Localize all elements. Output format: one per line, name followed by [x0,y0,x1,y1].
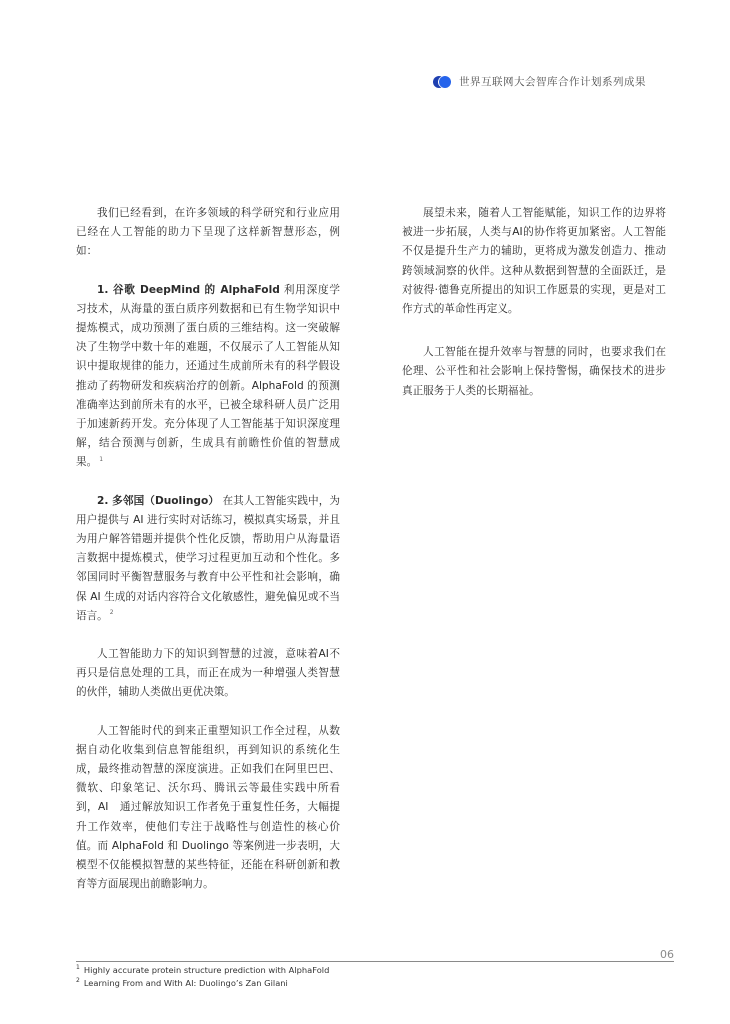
footnote-text: Highly accurate protein structure prediction with AlphaFold [83,965,330,975]
right-column [402,204,666,420]
footnotes [76,964,329,989]
footnote-mark: 1 [76,964,80,972]
logo-icon [433,76,451,88]
footnote-text: Learning From and With AI: Duolingo’s Zan Gilani [83,977,288,988]
duolingo-paragraph [76,492,340,626]
footer-divider [76,961,674,962]
footnote-2 [76,977,329,990]
duolingo-text: 在其人工智能实践中，为用户提供与 AI 进行实时对话练习，模拟真实场景，并且为用户解答错题并提供个性化反馈，帮助用户从海量语言数据中提炼模式，使学习过程更加互动和个性化。多邻国同时平衡智慧服务与教育中公平性和社会影响，确保 AI 生成的对话内容符合文化敏感性，避免偏见或不当语言。 [76,494,340,622]
footnote-ref-2[interactable]: 2 [109,609,114,617]
footnote-ref-1[interactable]: 1 [99,455,104,463]
alphafold-lead: 1. 谷歌 DeepMind 的 AlphaFold [97,283,280,296]
intro-paragraph: 我们已经看到，在许多领域的科学研究和行业应用已经在人工智能的助力下呈现了这样新智慧形态，例如： [76,207,340,258]
header-title: 世界互联网大会智库合作计划系列成果 [459,76,646,88]
ethics-paragraph: 人工智能在提升效率与智慧的同时，也要求我们在伦理、公平性和社会影响上保持警惕，确保技术的进步真正服务于人类的长期福祉。 [402,346,666,397]
footnote-1 [76,964,329,977]
alphafold-paragraph [76,281,340,473]
page-header [433,74,646,89]
transition-paragraph: 人工智能助力下的知识到智慧的过渡，意味着AI不再只是信息处理的工具，而正在成为一种增强人类智慧的伙伴，辅助人类做出更优决策。 [76,648,340,699]
footnote-mark: 2 [76,976,80,984]
page-number: 06 [660,948,674,961]
outlook-paragraph: 展望未来，随着人工智能赋能，知识工作的边界将被进一步拓展，人类与AI的协作将更加紧密。人工智能不仅是提升生产力的辅助，更将成为激发创造力、推动跨领域洞察的伙伴。这种从数据到智慧的全面跃迁，是对彼得·德鲁克所提出的知识工作愿景的实现，更是对工作方式的革命性再定义。 [402,207,666,316]
knowledge-work-paragraph: 人工智能时代的到来正重塑知识工作全过程，从数据自动化收集到信息智能组织，再到知识的系统化生成，最终推动智慧的深度演进。正如我们在阿里巴巴、微软、印象笔记、沃尔玛、腾讯云等最佳实践中所看到，AI 通过解放知识工作者免于重复性任务，大幅提升工作效率，使他们专注于战略性与创造性的核心价值。而 AlphaFold 和 Duolingo 等案例进一步表明，大模型不仅能模拟智慧的某些特征，还能在科研创新和教育等方面展现出前瞻影响力。 [76,724,340,891]
duolingo-lead: 2. 多邻国（Duolingo） [97,494,220,507]
alphafold-text: 利用深度学习技术，从海量的蛋白质序列数据和已有生物学知识中提炼模式，成功预测了蛋白质的三维结构。这一突破解决了生物学中数十年的难题，不仅展示了人工智能从知识中提取规律的能力，还通过生成前所未有的科学假设推动了药物研发和疾病治疗的创新。AlphaFold 的预测准确率达到前所未有的水平，已被全球科研人员广泛用于加速新药开发。充分体现了人工智能基于知识深度理解，结合预测与创新，生成具有前瞻性价值的智慧成果。 [76,283,340,469]
left-column [76,204,340,914]
